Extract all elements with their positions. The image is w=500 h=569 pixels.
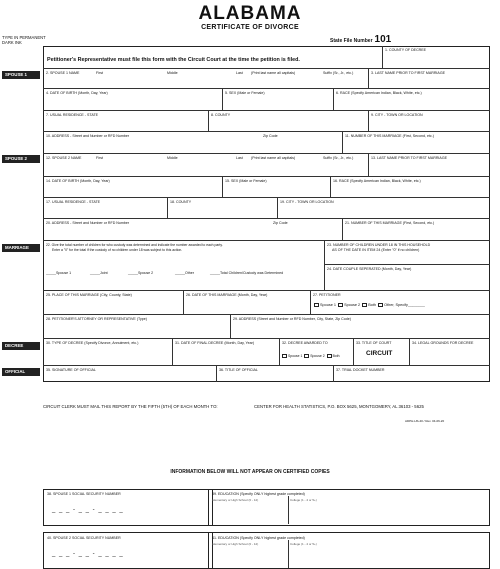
- mail-instruction: CIRCUIT CLERK MUST MAIL THIS REPORT BY THE FIFTH (5TH) OF EACH MONTH TO:: [43, 404, 218, 409]
- form-subtitle: CERTIFICATE OF DIVORCE: [201, 24, 299, 31]
- field-3-last-name-prior[interactable]: 3. LAST NAME PRIOR TO FIRST MARRIAGE: [371, 71, 446, 75]
- section-spouse2: SPOUSE 2: [2, 155, 40, 163]
- field-1-county-of-decree[interactable]: 1. COUNTY OF DECREE: [385, 48, 427, 52]
- field-12-spouse2-name[interactable]: 12. SPOUSE 2 NAME: [46, 156, 82, 160]
- type-note-1: TYPE IN PERMANENT: [2, 35, 46, 40]
- checkbox-award-both[interactable]: [327, 354, 332, 358]
- field-9-city[interactable]: 9. CITY - TOWN OR LOCATION: [371, 113, 423, 117]
- divorce-form-grid: [43, 46, 490, 382]
- field-36-title-of-official[interactable]: 36. TITLE OF OFFICIAL: [219, 368, 258, 372]
- custody-total[interactable]: _____Total Children/Custody was Determined: [210, 271, 284, 275]
- label-last-2: Last: [236, 156, 243, 160]
- label-pet-both: Both: [368, 303, 377, 307]
- custody-spouse1[interactable]: _____Spouse 1: [46, 271, 72, 275]
- label-award-spouse1: Spouse 1: [288, 354, 303, 358]
- field-22-note: Enter a "0" for the total if the custody of no children under 18 was subject to this action.: [52, 248, 183, 252]
- label-first: First: [96, 71, 103, 75]
- label-suffix-2: Suffix (Sr., Jr., etc.): [323, 156, 354, 160]
- ssn2-input[interactable]: _ _ _ - _ _ - _ _ _ _: [52, 551, 124, 557]
- field-18-county[interactable]: 18. COUNTY: [170, 200, 192, 204]
- label-last: Last: [236, 71, 243, 75]
- education1-college[interactable]: College (1 - 4 or 5+): [290, 498, 317, 502]
- field-35-signature[interactable]: 35. SIGNATURE OF OFFICIAL: [46, 368, 96, 372]
- field-28-attorney[interactable]: 28. PETITIONER'S ATTORNEY OR REPRESENTATIVE (Type): [46, 317, 147, 321]
- field-32-decree-awarded: 32. DECREE AWARDED TO: [282, 341, 328, 345]
- label-pet-other: Other, Specify: [384, 303, 408, 307]
- mail-address: CENTER FOR HEALTH STATISTICS, P.O. BOX 5625, MONTGOMERY, AL 36103 - 5625: [254, 404, 424, 409]
- field-39-education1: 39. EDUCATION (Specify ONLY highest grade completed): [212, 492, 305, 496]
- field-13-last-name-prior[interactable]: 13. LAST NAME PRIOR TO FIRST MARRIAGE: [371, 156, 448, 160]
- field-26-date-of-marriage[interactable]: 26. DATE OF THIS MARRIAGE (Month, Day, Year): [186, 293, 268, 297]
- field-37-docket-number[interactable]: 37. TRIAL DOCKET NUMBER: [336, 368, 385, 372]
- petitioner-notice: Petitioner's Representative must file this form with the Circuit Court at the time the petition is filed.: [47, 57, 300, 63]
- label-middle-2: Middle: [167, 156, 178, 160]
- field-23-children-household[interactable]: 23. NUMBER OF CHILDREN UNDER 18 IN THIS HOUSEHOLD: [327, 243, 431, 247]
- field-14-dob[interactable]: 14. DATE OF BIRTH (Month, Day, Year): [46, 179, 110, 183]
- checkbox-award-spouse2[interactable]: [304, 354, 309, 358]
- field-20-address[interactable]: 20. ADDRESS - Street and Number or RFD Number: [46, 221, 130, 225]
- confidential-header: INFORMATION BELOW WILL NOT APPEAR ON CERTIFIED COPIES: [170, 469, 330, 475]
- label-pet-spouse2: Spouse 2: [344, 303, 361, 307]
- label-print-last-2: (Print last name all capitals): [251, 156, 296, 160]
- field-10-address[interactable]: 10. ADDRESS - Street and Number or RFD Number: [46, 134, 130, 138]
- section-marriage: MARRIAGE: [2, 244, 40, 252]
- label-zip-1: Zip Code: [263, 134, 278, 138]
- field-38-ssn1: 38. SPOUSE 1 SOCIAL SECURITY NUMBER: [47, 492, 121, 496]
- checkbox-petitioner-spouse2[interactable]: [338, 303, 343, 307]
- decree-award-options: [281, 354, 340, 358]
- field-22-custody[interactable]: 22. Give the total number of children for who custody was determined and indicate the number awarded to each party.: [46, 243, 223, 247]
- field-25-place-of-marriage[interactable]: 25. PLACE OF THIS MARRIAGE (City, County, State): [46, 293, 132, 297]
- state-file-value: 101: [374, 34, 392, 45]
- field-4-dob[interactable]: 4. DATE OF BIRTH (Month, Day, Year): [46, 91, 108, 95]
- field-6-race[interactable]: 6. RACE (Specify American Indian, Black, White, etc.): [336, 91, 422, 95]
- label-first-2: First: [96, 156, 103, 160]
- checkbox-petitioner-spouse1[interactable]: [314, 303, 319, 307]
- field-29-attorney-address[interactable]: 29. ADDRESS (Street and Number or RFD Number, City, State, Zip Code): [233, 317, 351, 321]
- label-print-last: (Print last name all capitals): [251, 71, 296, 75]
- court-value: CIRCUIT: [366, 350, 393, 357]
- checkbox-petitioner-other[interactable]: [378, 303, 383, 307]
- state-file-label: State File Number: [330, 38, 373, 44]
- field-27-petitioner: 27. PETITIONER: [313, 293, 341, 297]
- form-code: ADPH-HS-40 / Rev. 04-06-20: [405, 419, 445, 423]
- field-11-marriage-number[interactable]: 11. NUMBER OF THIS MARRIAGE (First, Second, etc.): [345, 134, 434, 138]
- custody-joint[interactable]: _____Joint: [90, 271, 108, 275]
- education2-school[interactable]: Elementary or High School (0 - 12): [212, 542, 259, 546]
- field-5-sex[interactable]: 5. SEX (Male or Female): [225, 91, 265, 95]
- label-award-both: Both: [332, 354, 340, 358]
- field-30-type-of-decree[interactable]: 30. TYPE OF DECREE (Specify Divorce, Annulment, etc.): [46, 341, 139, 345]
- label-middle: Middle: [167, 71, 178, 75]
- label-suffix: Suffix (Sr., Jr., etc.): [323, 71, 354, 75]
- field-2-spouse1-name[interactable]: 2. SPOUSE 1 NAME: [46, 71, 80, 75]
- checkbox-petitioner-both[interactable]: [362, 303, 367, 307]
- label-pet-spouse1: Spouse 1: [320, 303, 337, 307]
- field-19-city[interactable]: 19. CITY - TOWN OR LOCATION: [280, 200, 334, 204]
- field-31-date-final-decree[interactable]: 31. DATE OF FINAL DECREE (Month, Day, Year): [175, 341, 255, 345]
- education2-college[interactable]: College (1 - 4 or 5+): [290, 542, 317, 546]
- section-official: OFFICIAL: [2, 368, 40, 376]
- label-award-spouse2: Spouse 2: [310, 354, 325, 358]
- label-zip-2: Zip Code: [273, 221, 288, 225]
- field-24-date-separated[interactable]: 24. DATE COUPLE SEPERATED (Month, Day, Year): [327, 267, 412, 271]
- field-7-residence-state[interactable]: 7. USUAL RESIDENCE - STATE: [46, 113, 99, 117]
- field-23-note: AS OF THE DATE IN ITEM 24 (Enter "0" if no children): [332, 248, 420, 252]
- checkbox-award-spouse1[interactable]: [282, 354, 287, 358]
- field-33-title-of-court: 33. TITLE OF COURT: [356, 341, 392, 345]
- field-34-legal-grounds[interactable]: 34. LEGAL GROUNDS FOR DECREE: [412, 341, 474, 345]
- field-15-sex[interactable]: 15. SEX (Male or Female): [225, 179, 267, 183]
- state-file-number: [330, 34, 391, 45]
- custody-spouse2[interactable]: _____Spouse 2: [128, 271, 154, 275]
- field-16-race[interactable]: 16. RACE (Specify American Indian, Black, White, etc.): [333, 179, 421, 183]
- field-40-ssn2: 40. SPOUSE 2 SOCIAL SECURITY NUMBER: [47, 536, 121, 540]
- field-21-marriage-number[interactable]: 21. NUMBER OF THIS MARRIAGE (First, Second, etc.): [345, 221, 435, 225]
- ssn1-input[interactable]: _ _ _ - _ _ - _ _ _ _: [52, 507, 124, 513]
- petitioner-options: Spouse 1 Spouse 2 Both Other, Specify________: [313, 303, 425, 307]
- type-note-2: DARK INK: [2, 40, 22, 45]
- field-41-education2: 41. EDUCATION (Specify ONLY highest grade completed): [212, 536, 305, 540]
- form-title: ALABAMA: [198, 3, 302, 24]
- custody-other[interactable]: _____Other: [175, 271, 194, 275]
- section-spouse1: SPOUSE 1: [2, 71, 40, 79]
- field-17-residence-state[interactable]: 17. USUAL RESIDENCE - STATE: [46, 200, 101, 204]
- section-decree: DECREE: [2, 342, 40, 350]
- education1-school[interactable]: Elementary or High School (0 - 12): [212, 498, 259, 502]
- field-8-county[interactable]: 8. COUNTY: [211, 113, 231, 117]
